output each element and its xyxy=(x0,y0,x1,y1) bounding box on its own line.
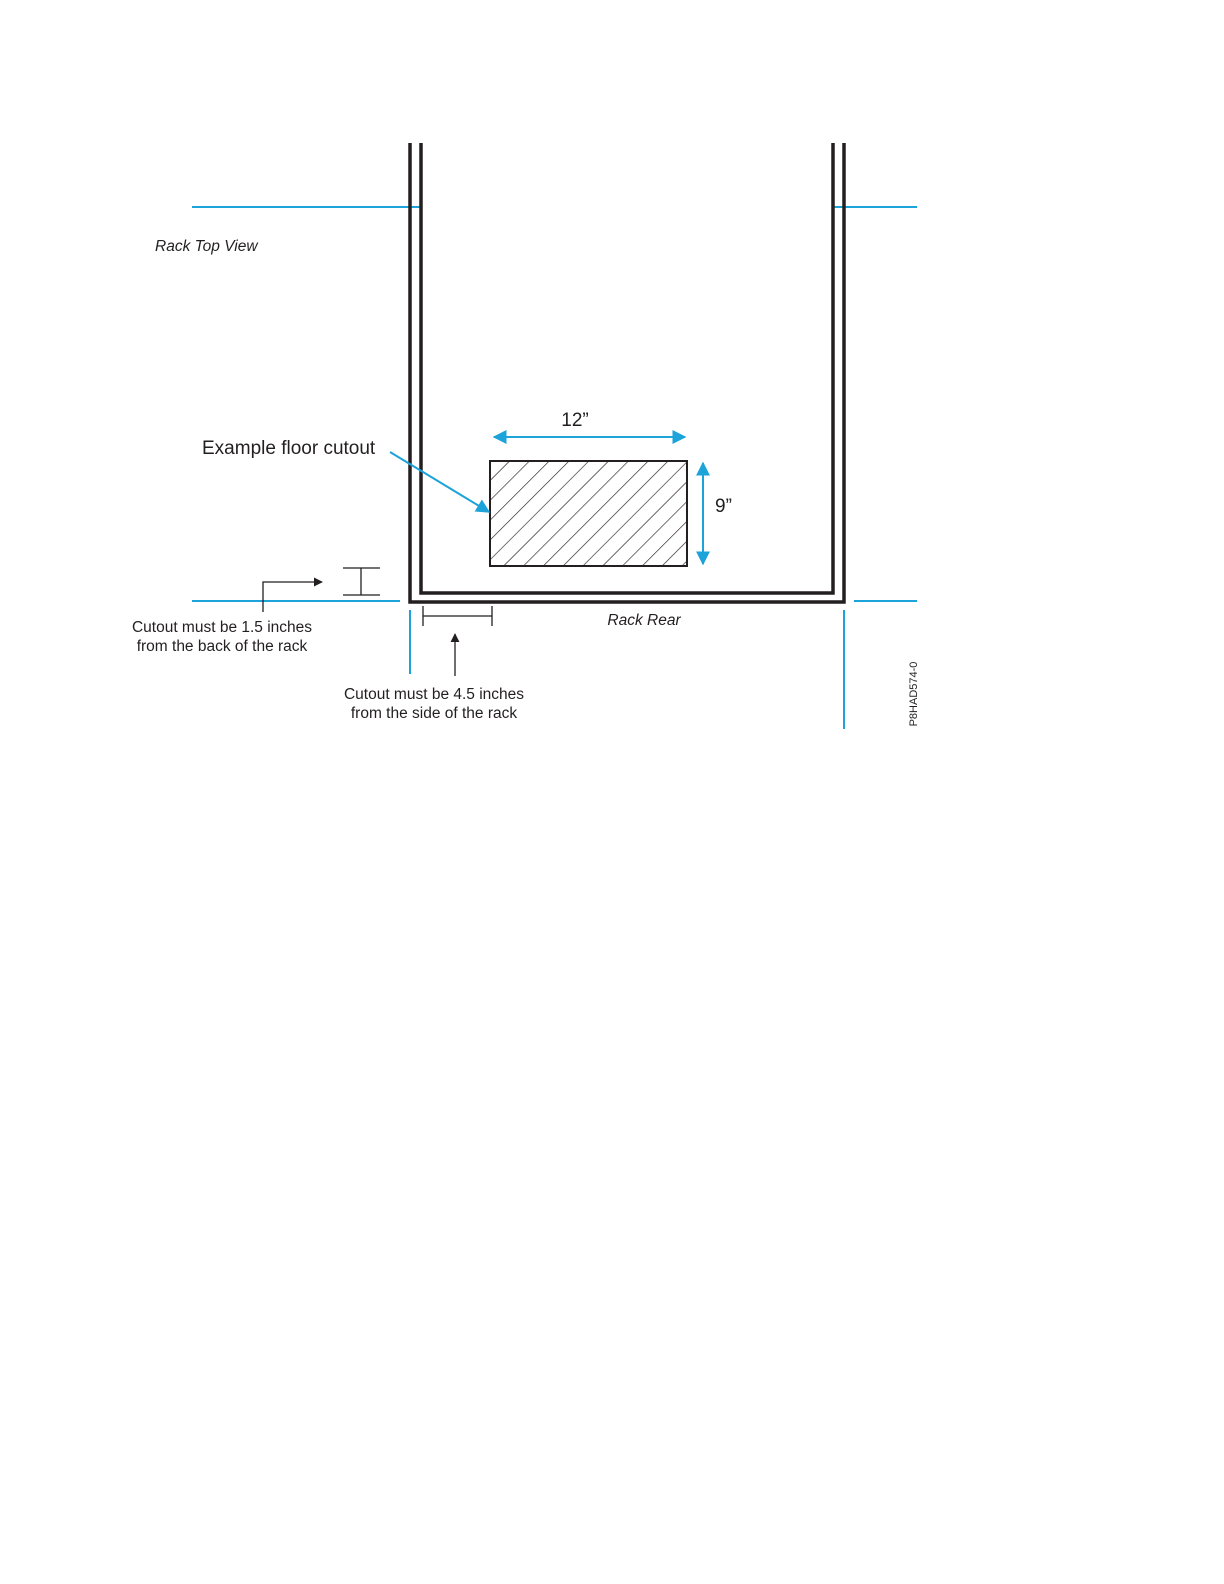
side-note-line1: Cutout must be 4.5 inches xyxy=(343,686,525,703)
rear-label: Rack Rear xyxy=(607,612,681,629)
height-dimension-label: 9” xyxy=(715,496,732,517)
side-distance-indicator xyxy=(423,606,492,626)
back-note-line2: from the back of the rack xyxy=(136,638,308,655)
back-distance-indicator xyxy=(343,568,380,595)
width-dimension-label: 12” xyxy=(561,410,589,431)
figure-id: P8HAD574-0 xyxy=(908,661,920,727)
view-label: Rack Top View xyxy=(155,238,258,255)
side-note-line2: from the side of the rack xyxy=(350,705,518,722)
cutout-label: Example floor cutout xyxy=(202,438,376,459)
floor-cutout xyxy=(490,461,687,566)
cutout-callout-arrow xyxy=(390,452,489,512)
back-note-leader-arrow xyxy=(263,582,322,612)
back-note-line1: Cutout must be 1.5 inches xyxy=(131,619,313,636)
